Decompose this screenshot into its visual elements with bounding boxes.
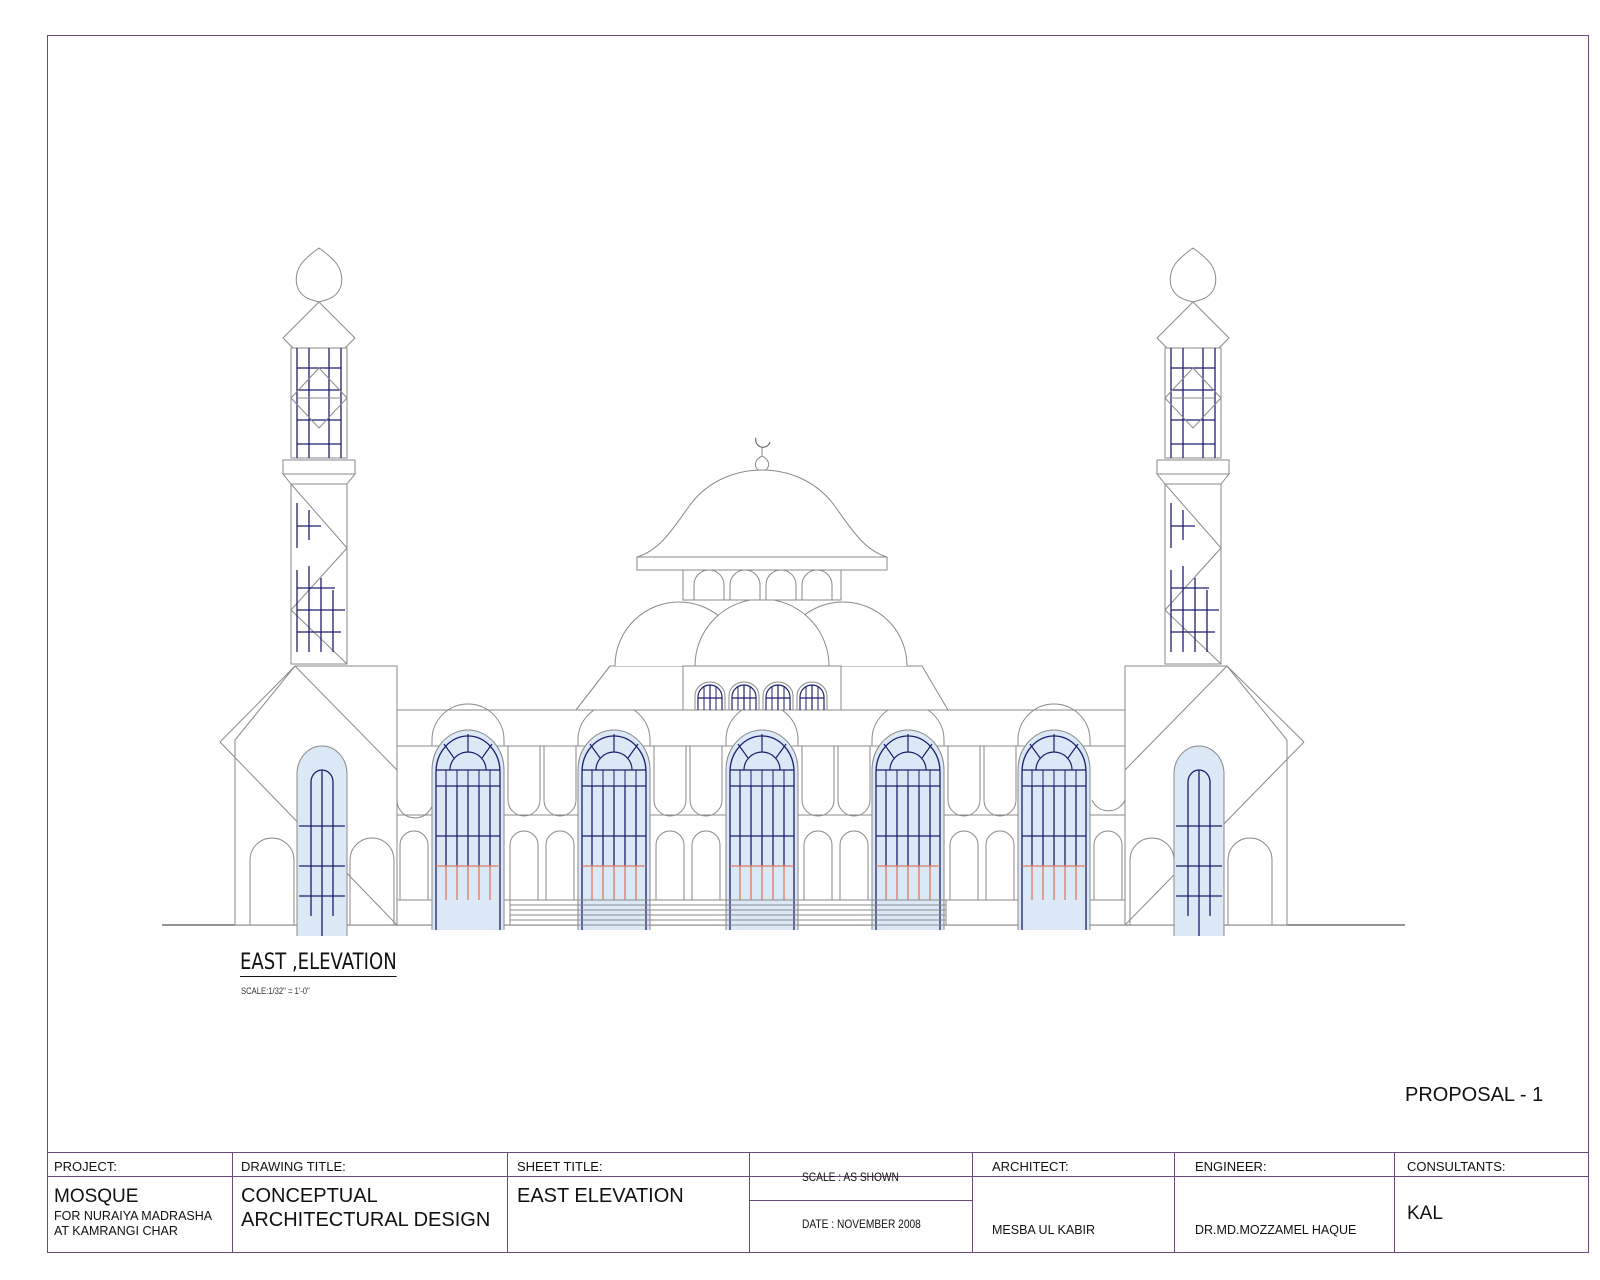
proposal-label: PROPOSAL - 1: [1405, 1084, 1544, 1106]
scale-text: SCALE : AS SHOWN: [802, 1170, 899, 1184]
project-line-2: FOR NURAIYA MADRASHA: [54, 1209, 213, 1223]
drawing-title-line-2: ARCHITECTURAL DESIGN: [241, 1209, 491, 1231]
sheet-title-label: SHEET TITLE:: [517, 1159, 603, 1174]
elevation-scale-note: SCALE:1/32" = 1'-0": [241, 986, 310, 996]
architect-label: ARCHITECT:: [992, 1159, 1069, 1174]
architect-name: MESBA UL KABIR: [992, 1223, 1096, 1237]
consultants-cell: [1395, 1153, 1589, 1253]
sheet-title: EAST ELEVATION: [517, 1185, 684, 1207]
project-cell: [47, 1153, 233, 1253]
drawing-title-cell: [233, 1153, 508, 1253]
sheet-title-cell: [508, 1153, 750, 1253]
consultants-label: CONSULTANTS:: [1407, 1159, 1506, 1174]
project-name: MOSQUE: [54, 1186, 139, 1207]
date-text: DATE : NOVEMBER 2008: [802, 1217, 921, 1231]
engineer-label: ENGINEER:: [1195, 1159, 1267, 1174]
project-line-3: AT KAMRANGI CHAR: [54, 1224, 178, 1238]
consultants-name: KAL: [1407, 1203, 1443, 1224]
title-block: [47, 1152, 1589, 1253]
elevation-title: EAST ,ELEVATION: [240, 950, 397, 975]
drawing-title-line-1: CONCEPTUAL: [241, 1185, 378, 1207]
scale-date-divider: [750, 1200, 973, 1201]
engineer-name: DR.MD.MOZZAMEL HAQUE: [1195, 1223, 1357, 1237]
drawing-title-label: DRAWING TITLE:: [241, 1159, 346, 1174]
scale-date-cell: [750, 1153, 973, 1253]
project-label: PROJECT:: [54, 1159, 117, 1174]
engineer-cell: [1175, 1153, 1395, 1253]
architect-cell: [973, 1153, 1175, 1253]
